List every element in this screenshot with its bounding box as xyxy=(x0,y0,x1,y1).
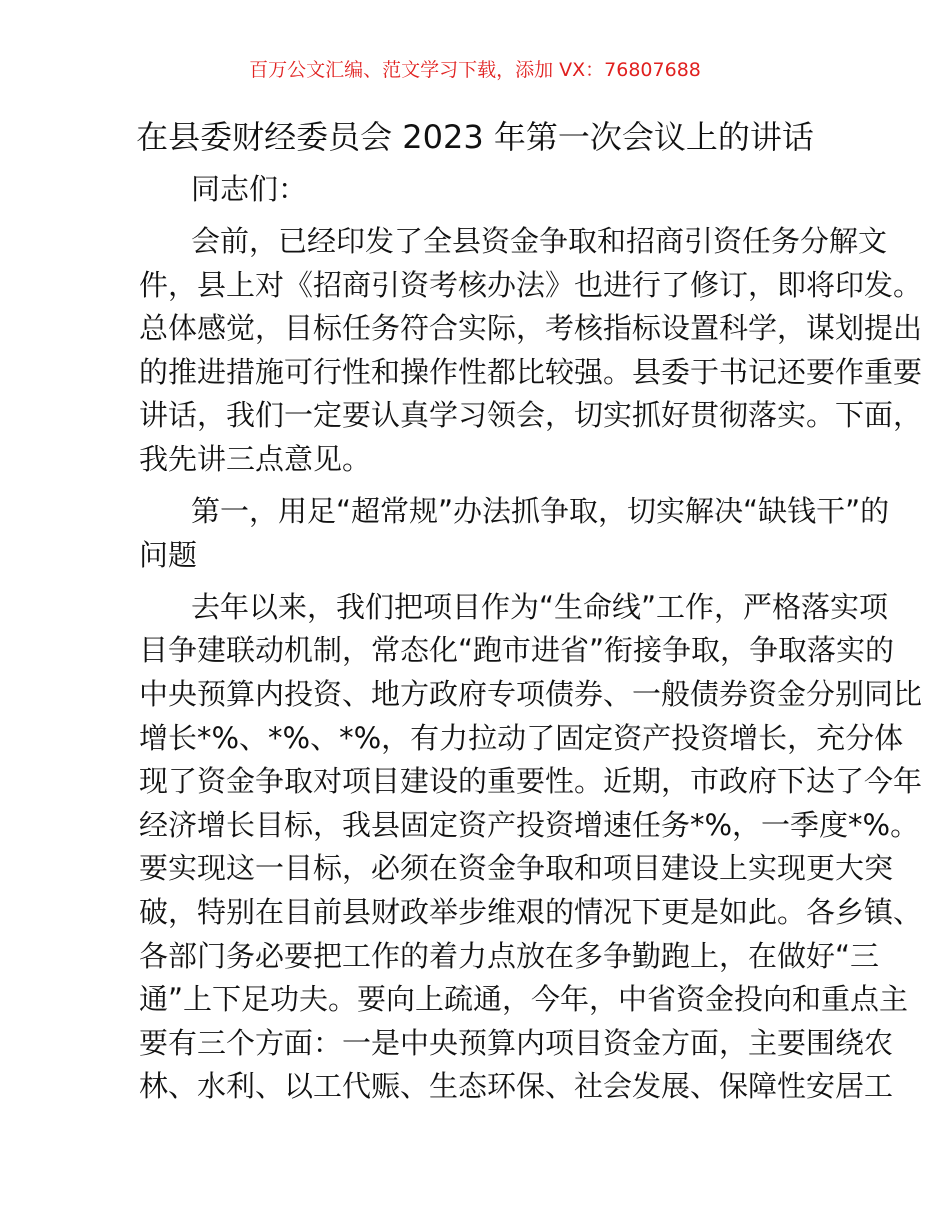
text-line: 通”上下足功夫。要向上疏通，今年，中省资金投向和重点主 xyxy=(139,982,909,1017)
text-line: 增长*%、*%、*%，有力拉动了固定资产投资增长，充分体 xyxy=(139,720,904,755)
document-title: 在县委财经委员会 2023 年第一次会议上的讲话 xyxy=(136,118,814,156)
text-line: 目争建联动机制，常态化“跑市进省”衔接争取，争取落实的 xyxy=(139,633,895,668)
text-line: 第一，用足“超常规”办法抓争取，切实解决“缺钱干”的 xyxy=(191,494,890,529)
text-line: 经济增长目标，我县固定资产投资增速任务*%，一季度*%。 xyxy=(139,807,920,842)
text-line: 林、水利、以工代赈、生态环保、社会发展、保障性安居工 xyxy=(139,1069,894,1104)
text-line: 问题 xyxy=(139,537,198,572)
paragraph xyxy=(139,490,890,577)
text-line: 会前，已经印发了全县资金争取和招商引资任务分解文 xyxy=(191,224,888,259)
text-line: 总体感觉，目标任务符合实际，考核指标设置科学，谋划提出 xyxy=(139,311,923,346)
text-line: 讲话，我们一定要认真学习领会，切实抓好贯彻落实。下面， xyxy=(139,398,923,433)
text-line: 中央预算内投资、地方政府专项债券、一般债券资金分别同比 xyxy=(139,677,923,712)
paragraph xyxy=(139,586,923,1109)
text-line: 各部门务必要把工作的着力点放在多争勤跑上，在做好“三 xyxy=(139,938,880,973)
text-line: 破，特别在目前县财政举步维艰的情况下更是如此。各乡镇、 xyxy=(139,895,923,929)
text-line: 去年以来，我们把项目作为“生命线”工作，严格落实项 xyxy=(191,589,889,624)
text-line: 要实现这一目标，必须在资金争取和项目建设上实现更大突 xyxy=(139,851,894,886)
text-line: 我先讲三点意见。 xyxy=(139,442,372,477)
paragraph xyxy=(139,168,811,212)
text-line: 件，县上对《招商引资考核办法》也进行了修订，即将印发。 xyxy=(139,267,923,302)
paragraph xyxy=(139,220,923,482)
text-line: 现了资金争取对项目建设的重要性。近期，市政府下达了今年 xyxy=(139,764,923,799)
text-line: 同志们： xyxy=(191,172,308,206)
watermark-banner: 百万公文汇编、范文学习下载，添加 VX：76807688 xyxy=(249,59,701,81)
document-body xyxy=(139,168,923,1117)
text-line: 要有三个方面：一是中央预算内项目资金方面，主要围绕农 xyxy=(139,1025,894,1060)
text-line: 的推进措施可行性和操作性都比较强。县委于书记还要作重要 xyxy=(139,354,923,389)
